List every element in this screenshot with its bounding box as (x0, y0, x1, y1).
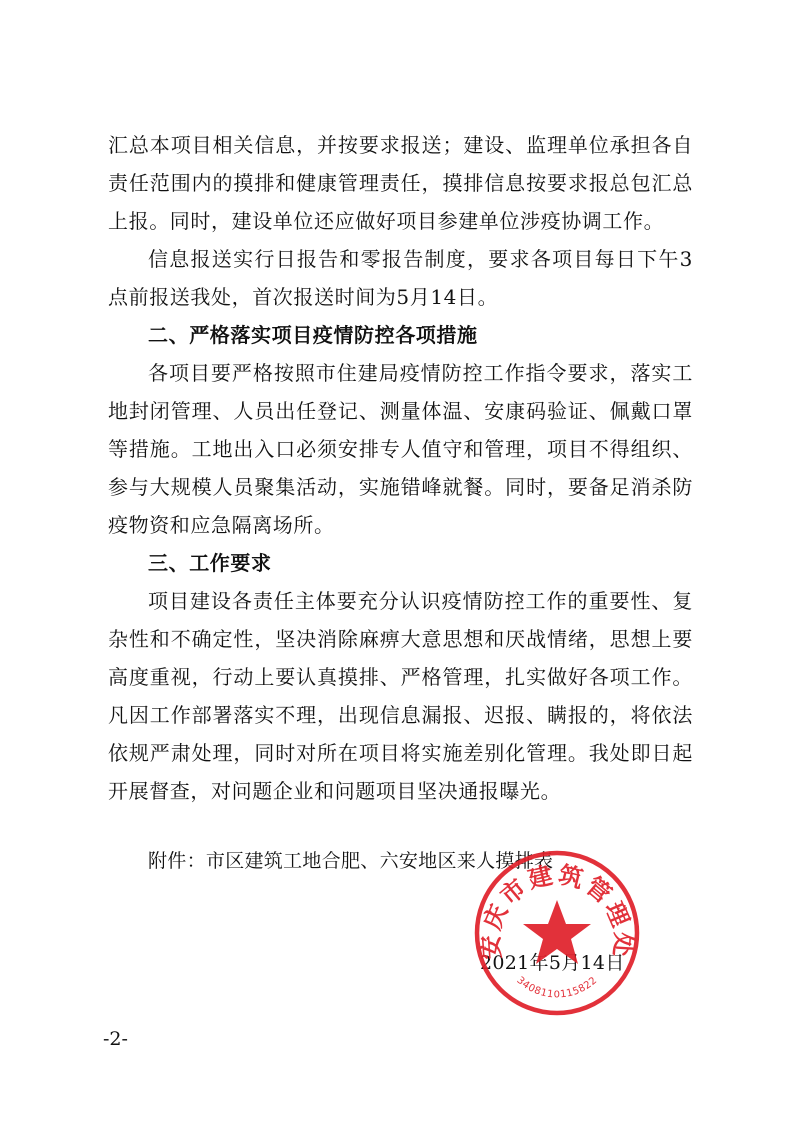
document-date: 2021年5月14日 (480, 952, 625, 974)
seal-text: 安庆市建筑管理处 (476, 860, 638, 961)
seal-code: 3408110115822 (514, 974, 600, 1001)
section-heading-2: 二、严格落实项目疫情防控各项措施 (148, 323, 478, 347)
section-heading-3: 三、工作要求 (148, 551, 272, 575)
page-number: -2- (103, 1028, 128, 1050)
paragraph-reporting: 信息报送实行日报告和零报告制度，要求各项目每日下午3点前报送我处，首次报送时间为5月14日。 (108, 247, 693, 309)
attachment-line: 附件：市区建筑工地合肥、六安地区来人摸排表 (148, 850, 554, 872)
paragraph-requirements: 项目建设各责任主体要充分认识疫情防控工作的重要性、复杂性和不确定性，坚决消除麻痹大意思想和厌战情绪，思想上要高度重视，行动上要认真摸排、严格管理，扎实做好各项工作。凡因工作部署落实不理，出现信息漏报、迟报、瞒报的，将依法依规严肃处理，同时对所在项目将实施差别化管理。我处即日起开展督查，对问题企业和问题项目坚决通报曝光。 (108, 589, 693, 803)
paragraph-measures: 各项目要严格按照市住建局疫情防控工作指令要求，落实工地封闭管理、人员出任登记、测量体温、安康码验证、佩戴口罩等措施。工地出入口必须安排专人值守和管理，项目不得组织、参与大规模人员聚集活动，实施错峰就餐。同时，要备足消杀防疫物资和应急隔离场所。 (108, 361, 693, 537)
paragraph-continuation: 汇总本项目相关信息，并按要求报送；建设、监理单位承担各自责任范围内的摸排和健康管理责任，摸排信息按要求报总包汇总上报。同时，建设单位还应做好项目参建单位涉疫协调工作。 (108, 133, 693, 233)
star-icon (523, 900, 591, 964)
svg-text:3408110115822 (514, 975, 599, 1000)
official-seal (472, 848, 642, 1018)
